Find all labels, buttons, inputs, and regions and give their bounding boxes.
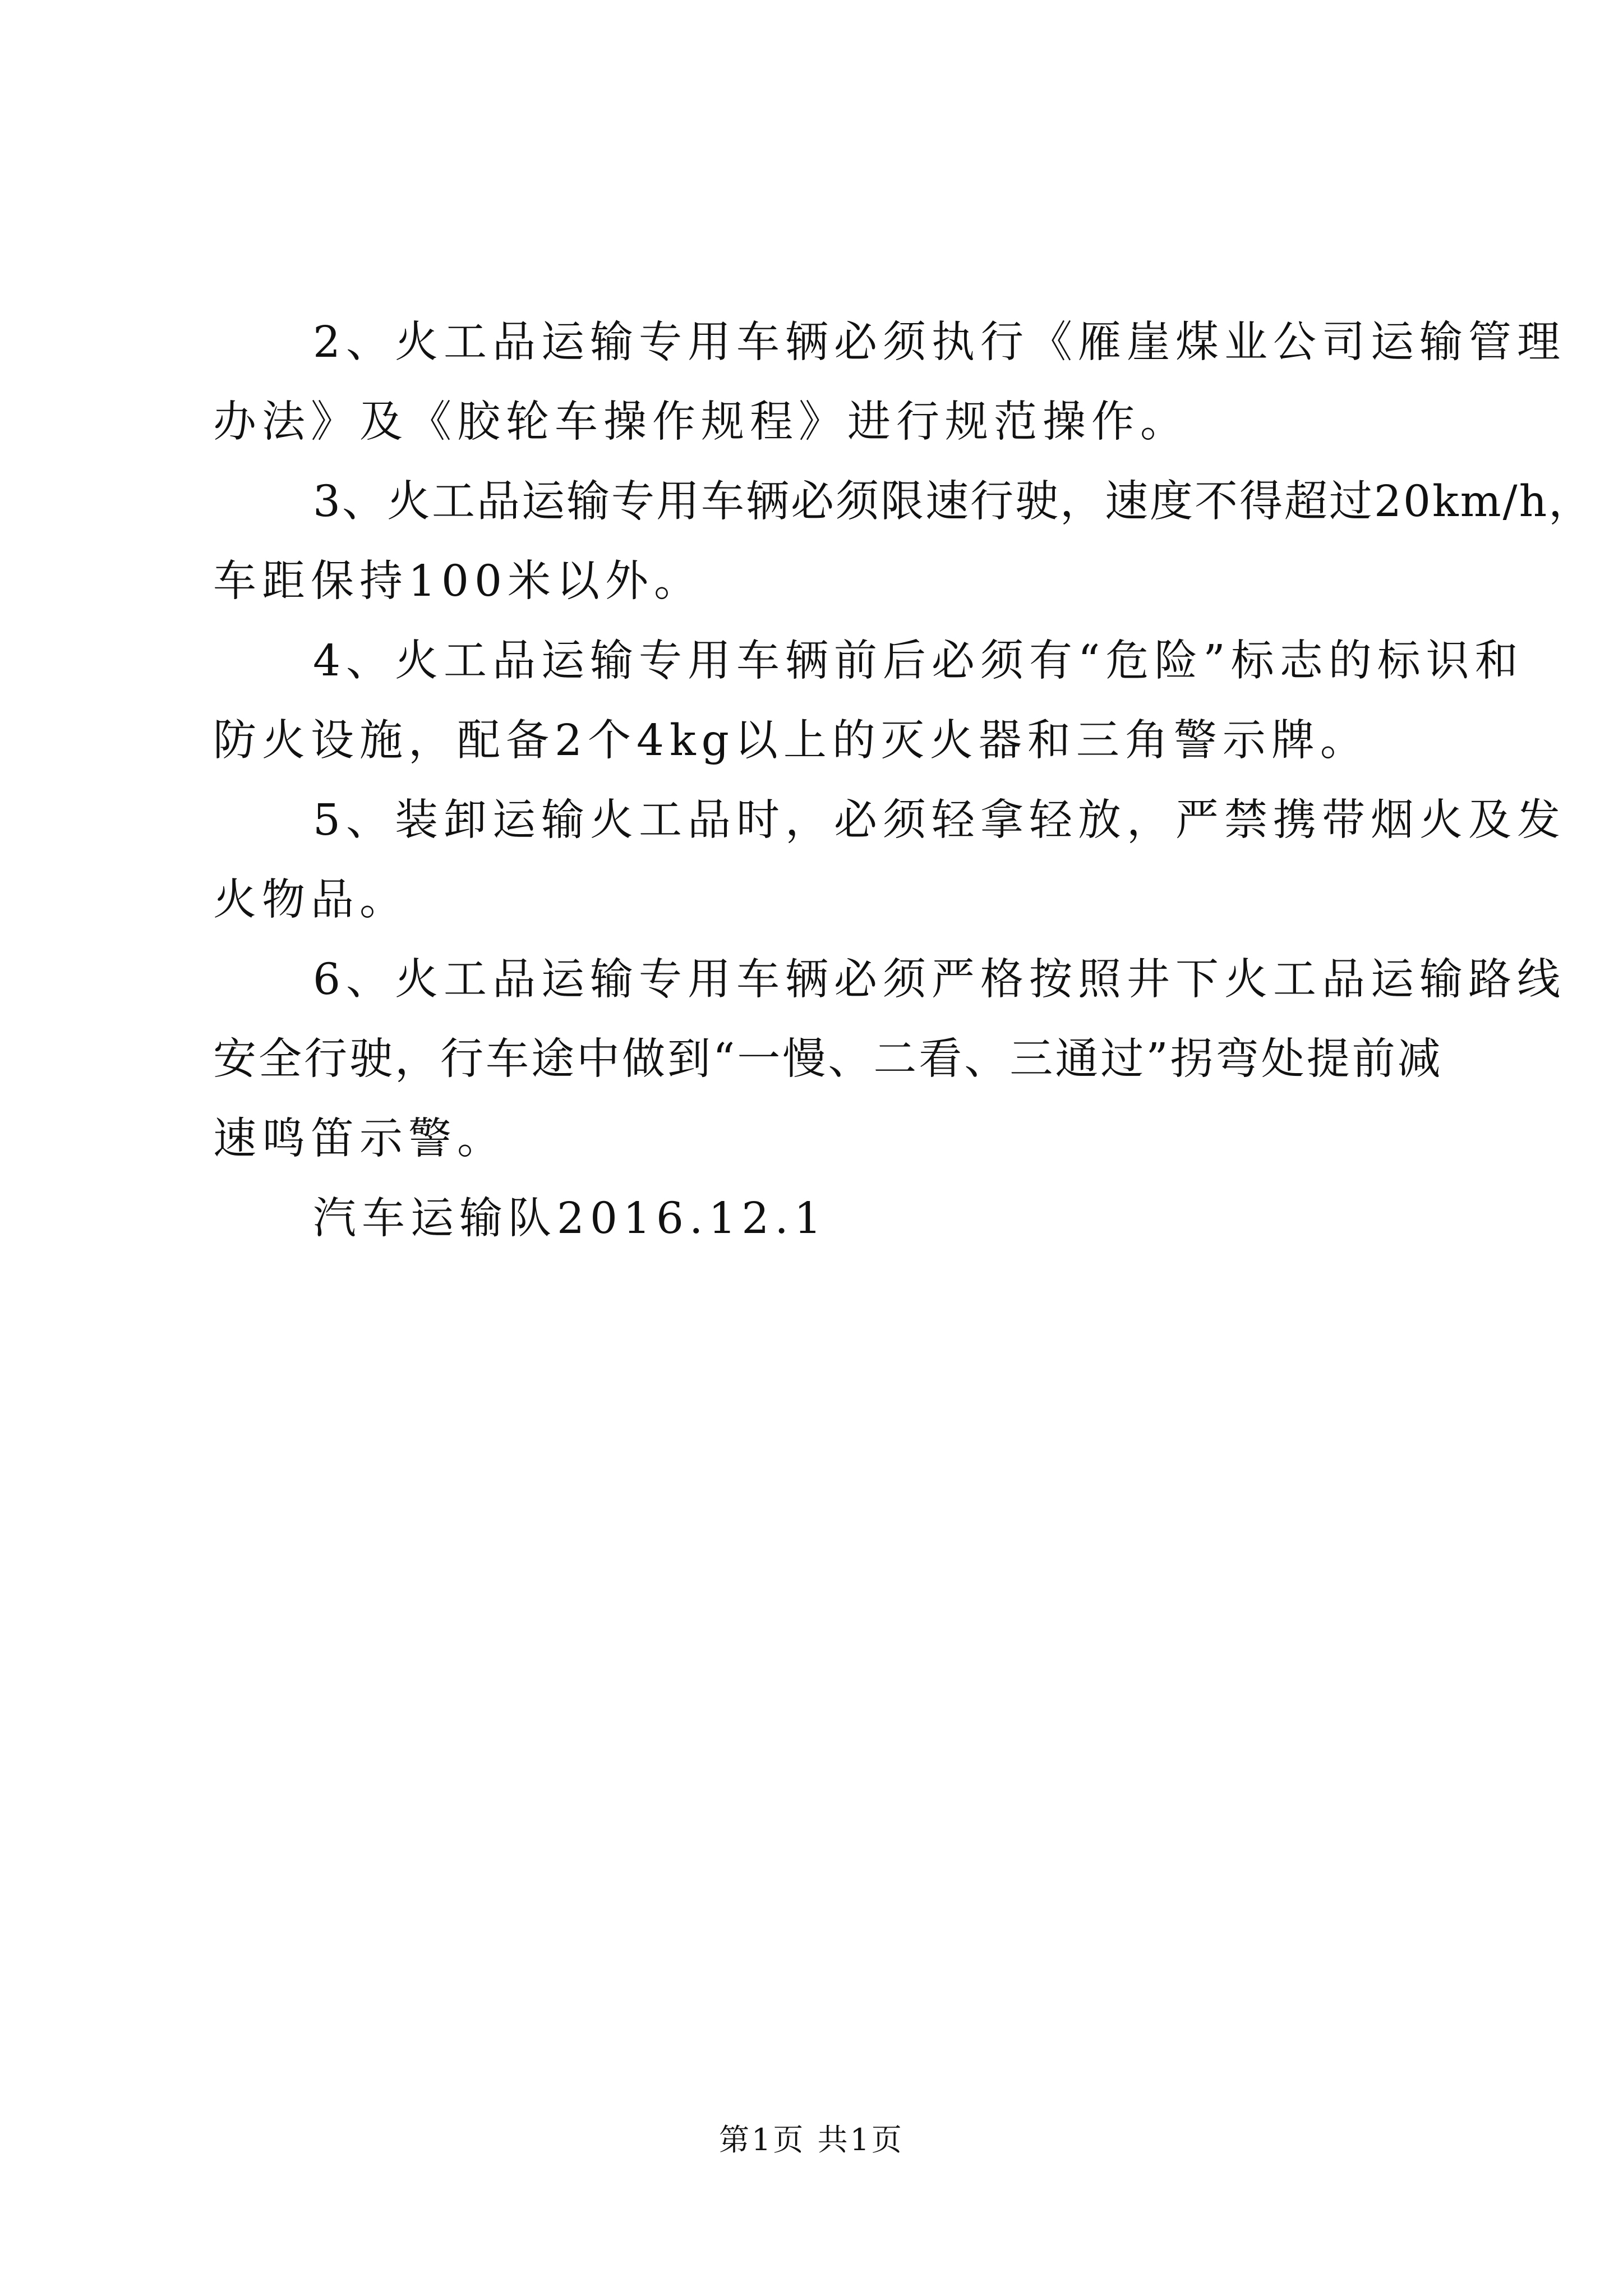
paragraph-5 (213, 781, 1566, 940)
paragraph-line: 防火设施，配备2个4kg以上的灭火器和三角警示牌。 (213, 716, 1369, 766)
paragraph-line: 2、火工品运输专用车辆必须执行《雁崖煤业公司运输管理 (313, 318, 1566, 367)
paragraph-3 (213, 462, 1594, 622)
signature-line: 汽车运输队2016.12.1 (313, 1194, 827, 1244)
paragraph-line: 4、火工品运输专用车辆前后必须有“危险”标志的标识和 (313, 636, 1524, 686)
document-body (213, 303, 1594, 1259)
page-number-footer: 第1页 共1页 (719, 2122, 904, 2157)
paragraph-line: 火物品。 (213, 875, 408, 925)
paragraph-line: 安全行驶，行车途中做到“一慢、二看、三通过”拐弯处提前减 (213, 1034, 1443, 1084)
paragraph-line: 6、火工品运输专用车辆必须严格按照井下火工品运输路线 (313, 955, 1566, 1005)
paragraph-2 (213, 303, 1566, 462)
paragraph-line: 办法》及《胶轮车操作规程》进行规范操作。 (213, 397, 1189, 447)
paragraph-line: 5、装卸运输火工品时，必须轻拿轻放，严禁携带烟火及发 (313, 795, 1566, 845)
paragraph-6 (213, 940, 1566, 1179)
paragraph-line: 3、火工品运输专用车辆必须限速行驶，速度不得超过20km/h， (313, 477, 1594, 527)
paragraph-line: 速鸣笛示警。 (213, 1114, 506, 1164)
paragraph-4 (213, 622, 1524, 781)
paragraph-line: 车距保持100米以外。 (213, 556, 703, 606)
